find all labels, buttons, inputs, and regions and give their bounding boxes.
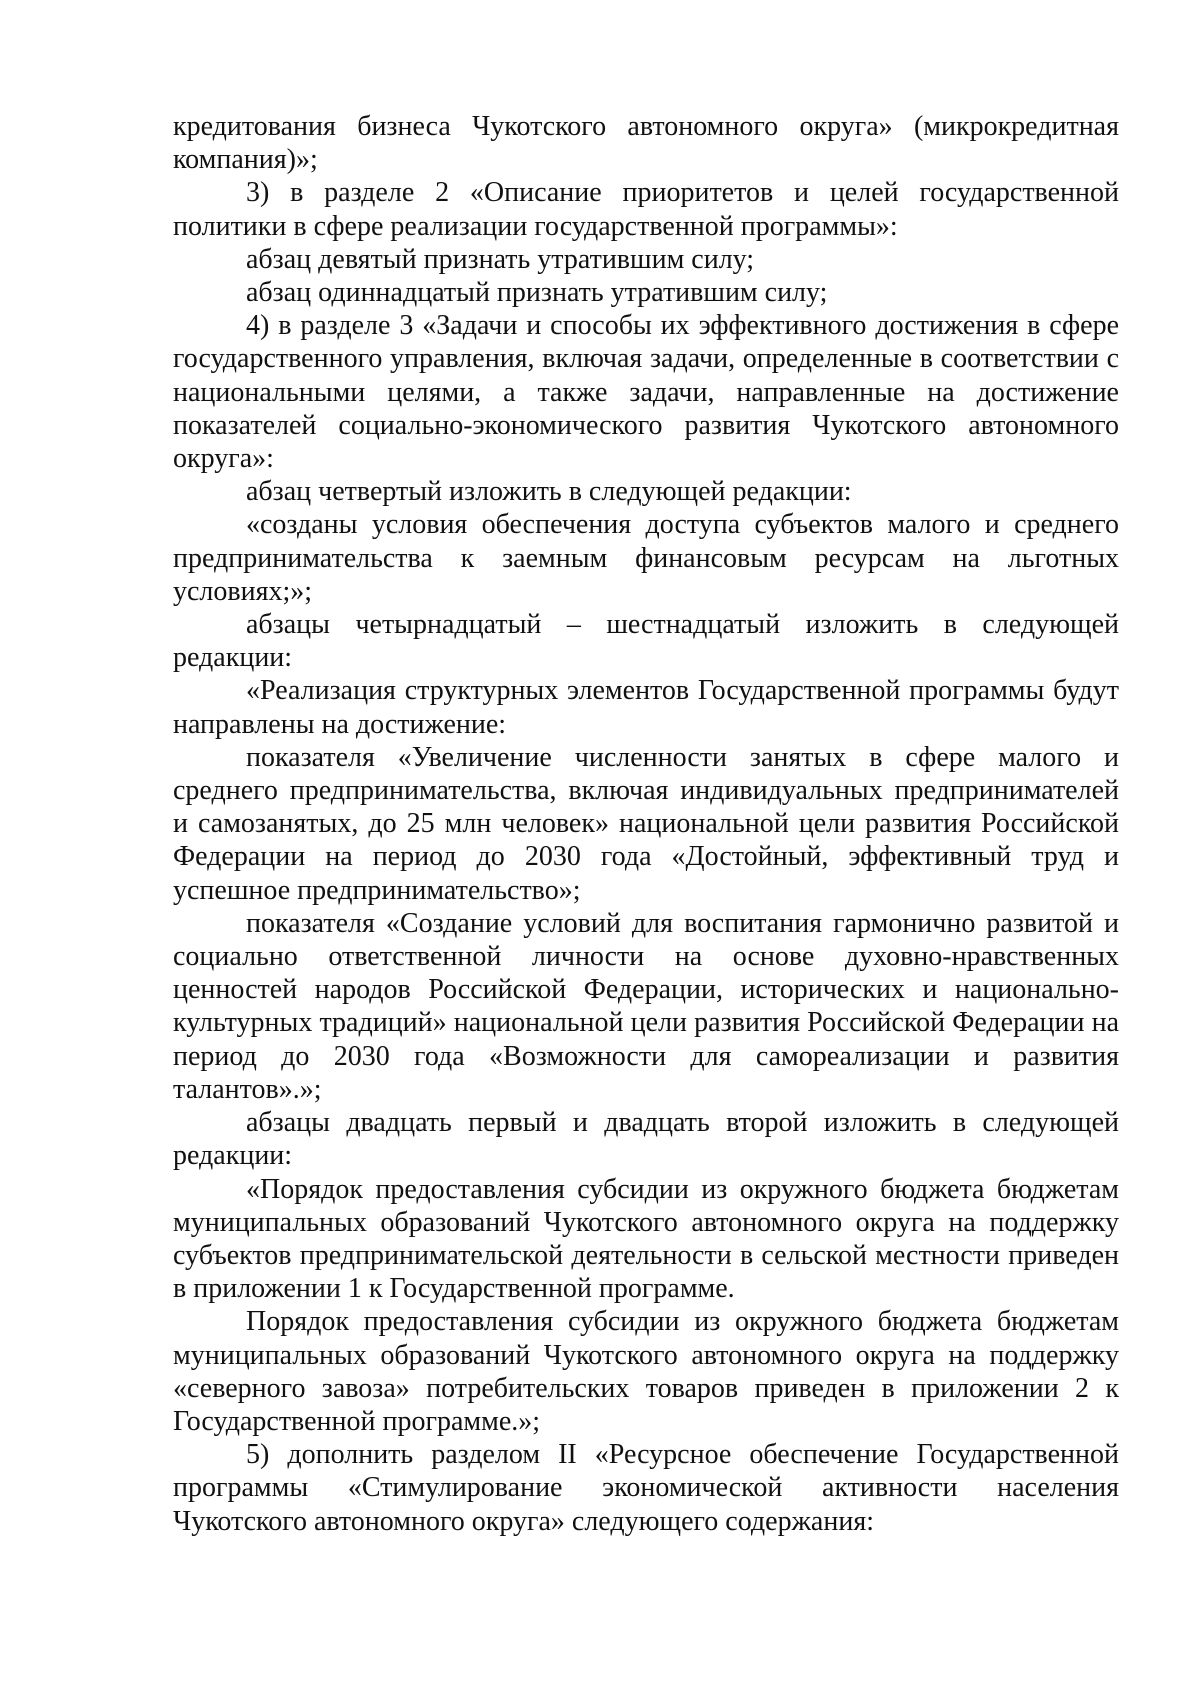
paragraph-indicator-personality: показателя «Создание условий для воспитания гармонично развитой и социально ответственной личности на основе духовно-нравственных ценностей народов Российской Федерации, исторических и национально-культурных традиций» национальной цели развития Российской Федерации на период до 2030 года «Возможности для самореализации и развития талантов».»; xyxy=(173,907,1119,1105)
paragraph-abzacy-14-16: абзацы четырнадцатый – шестнадцатый изложить в следующей редакции: xyxy=(173,609,1119,674)
paragraph-abzac-4: абзац четвертый изложить в следующей редакции: xyxy=(246,476,852,508)
paragraph-quote-conditions: «созданы условия обеспечения доступа субъектов малого и среднего предпринимательства к заемным финансовым ресурсам на льготных условиях;»; xyxy=(173,509,1119,607)
paragraph-continuation: кредитования бизнеса Чукотского автономного округа» (микрокредитная компания)»; xyxy=(173,111,1119,176)
paragraph-indicator-employment: показателя «Увеличение численности занятых в сфере малого и среднего предпринимательства, включая индивидуальных предпринимателей и самозанятых, до 25 млн человек» национальной цели развития Российской Федерации на период до 2030 года «Достойный, эффективный труд и успешное предпринимательство»; xyxy=(173,741,1119,906)
paragraph-quote-subsidy-rural: «Порядок предоставления субсидии из окружного бюджета бюджетам муниципальных образований Чукотского автономного округа на поддержку субъектов предпринимательской деятельности в сельской местности приведен в приложении 1 к Государственной программе. xyxy=(173,1173,1119,1305)
paragraph-subsidy-northern-delivery: Порядок предоставления субсидии из окружного бюджета бюджетам муниципальных образований Чукотского автономного округа на поддержку «северного завоза» потребительских товаров приведен в приложении 2 к Государственной программе.»; xyxy=(173,1306,1119,1437)
paragraph-item-4: 4) в разделе 3 «Задачи и способы их эффективного достижения в сфере государственного управления, включая задачи, определенные в соответствии с национальными целями, а также задачи, направленные на достижение показателей социально-экономического развития Чукотского автономного округа»: xyxy=(173,310,1119,475)
paragraph-item-3: 3) в разделе 2 «Описание приоритетов и целей государственной политики в сфере реализации государственной программы»: xyxy=(173,177,1119,242)
document-page xyxy=(173,110,1119,1538)
paragraph-quote-realization: «Реализация структурных элементов Государственной программы будут направлены на достижение: xyxy=(173,675,1119,740)
paragraph-abzacy-21-22: абзацы двадцать первый и двадцать второй изложить в следующей редакции: xyxy=(173,1107,1119,1172)
paragraph-abzac-9: абзац девятый признать утратившим силу; xyxy=(246,243,755,275)
paragraph-abzac-11: абзац одиннадцатый признать утратившим силу; xyxy=(246,277,828,309)
paragraph-item-5: 5) дополнить разделом II «Ресурсное обеспечение Государственной программы «Стимулирование экономической активности населения Чукотского автономного округа» следующего содержания: xyxy=(173,1439,1119,1537)
